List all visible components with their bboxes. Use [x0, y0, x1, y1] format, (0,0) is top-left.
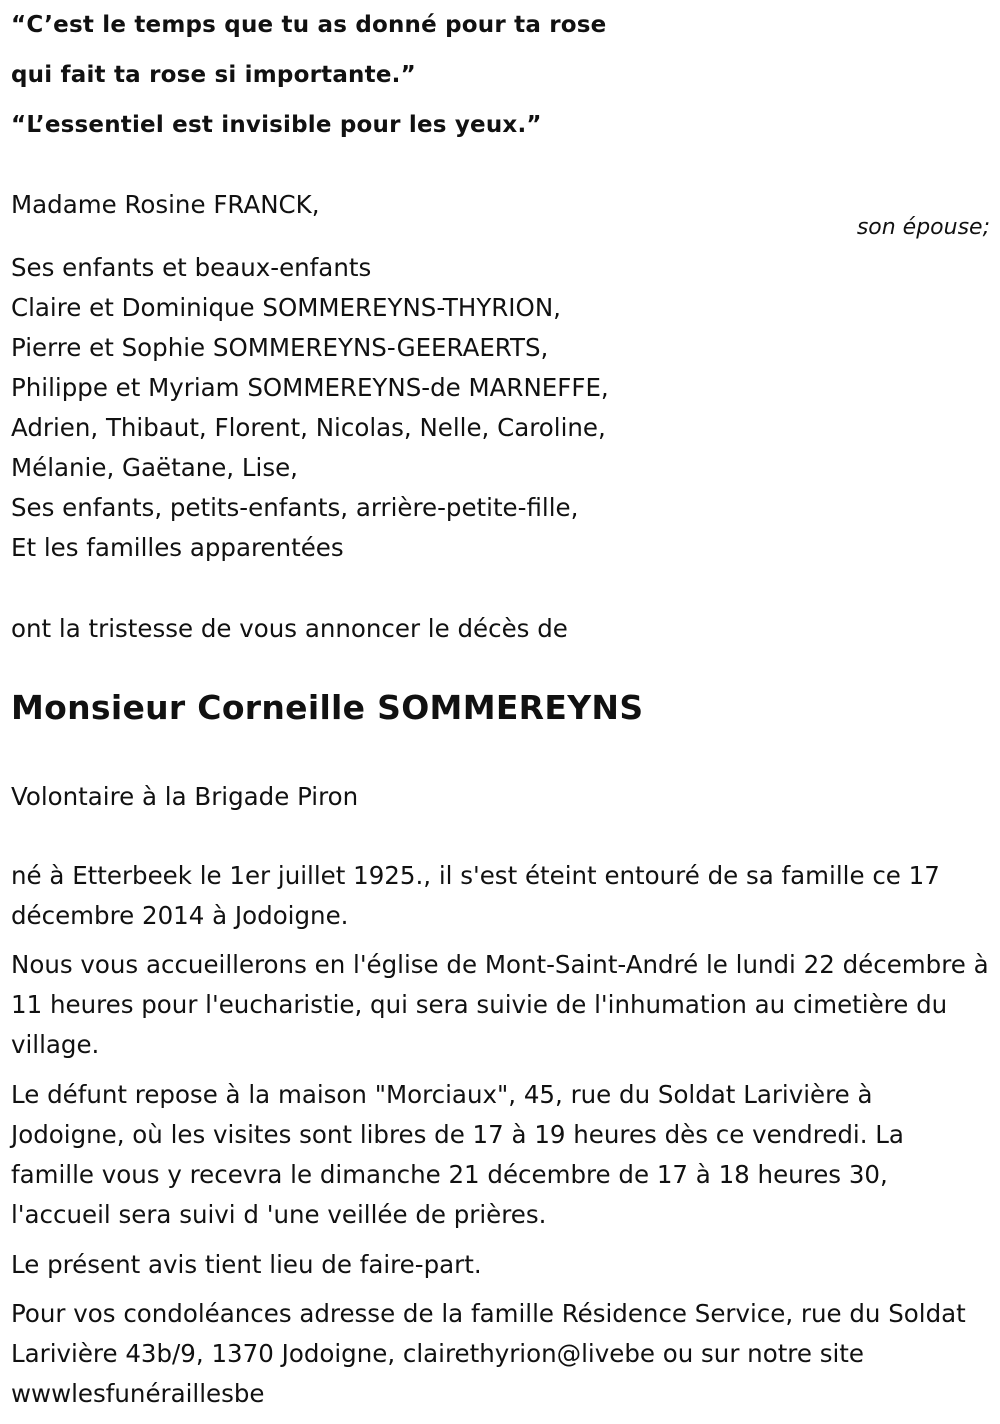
visitation-paragraph: Le défunt repose à la maison "Morciaux", 45, rue du Soldat Larivière à Jodoigne, où les visites sont libres de 17 à 19 heures dès ce vendredi. La famille vous y recevra le dimanche 21 décembre de 17 à 18 heures 30, l'accueil sera suivi d 'une veillée de prières.: [11, 1080, 904, 1229]
family-line: Philippe et Myriam SOMMEREYNS-de MARNEFFE,: [11, 373, 609, 402]
deceased-name: Monsieur Corneille SOMMEREYNS: [11, 688, 644, 727]
announcement-text: ont la tristesse de vous annoncer le décès de: [11, 614, 568, 643]
notice-paragraph: Le présent avis tient lieu de faire-part.: [11, 1250, 482, 1279]
quote-line-3: “L’essentiel est invisible pour les yeux.”: [11, 112, 542, 138]
spouse-name: Madame Rosine FRANCK,: [11, 190, 320, 219]
family-line: Adrien, Thibaut, Florent, Nicolas, Nelle, Caroline,: [11, 413, 606, 442]
quote-line-1: “C’est le temps que tu as donné pour ta rose: [11, 12, 607, 38]
ceremony-paragraph: Nous vous accueillerons en l'église de Mont-Saint-André le lundi 22 décembre à 11 heures pour l'eucharistie, qui sera suivie de l'inhumation au cimetière du village.: [11, 950, 989, 1059]
family-line: Ses enfants et beaux-enfants: [11, 253, 372, 282]
family-line: Claire et Dominique SOMMEREYNS-THYRION,: [11, 293, 561, 322]
subtitle: Volontaire à la Brigade Piron: [11, 782, 359, 811]
family-line: Et les familles apparentées: [11, 533, 344, 562]
quote-line-2: qui fait ta rose si importante.”: [11, 62, 416, 88]
condolences-paragraph: Pour vos condoléances adresse de la famille Résidence Service, rue du Soldat Larivière 43b/9, 1370 Jodoigne, clairethyrion@livebe ou sur notre site wwwlesfunéraillesbe: [11, 1299, 966, 1408]
spouse-role: son épouse;: [856, 215, 990, 240]
birth-death-paragraph: né à Etterbeek le 1er juillet 1925., il s'est éteint entouré de sa famille ce 17 décembre 2014 à Jodoigne.: [11, 861, 940, 930]
family-line: Pierre et Sophie SOMMEREYNS-GEERAERTS,: [11, 333, 549, 362]
family-line: Mélanie, Gaëtane, Lise,: [11, 453, 298, 482]
family-line: Ses enfants, petits-enfants, arrière-petite-fille,: [11, 493, 579, 522]
